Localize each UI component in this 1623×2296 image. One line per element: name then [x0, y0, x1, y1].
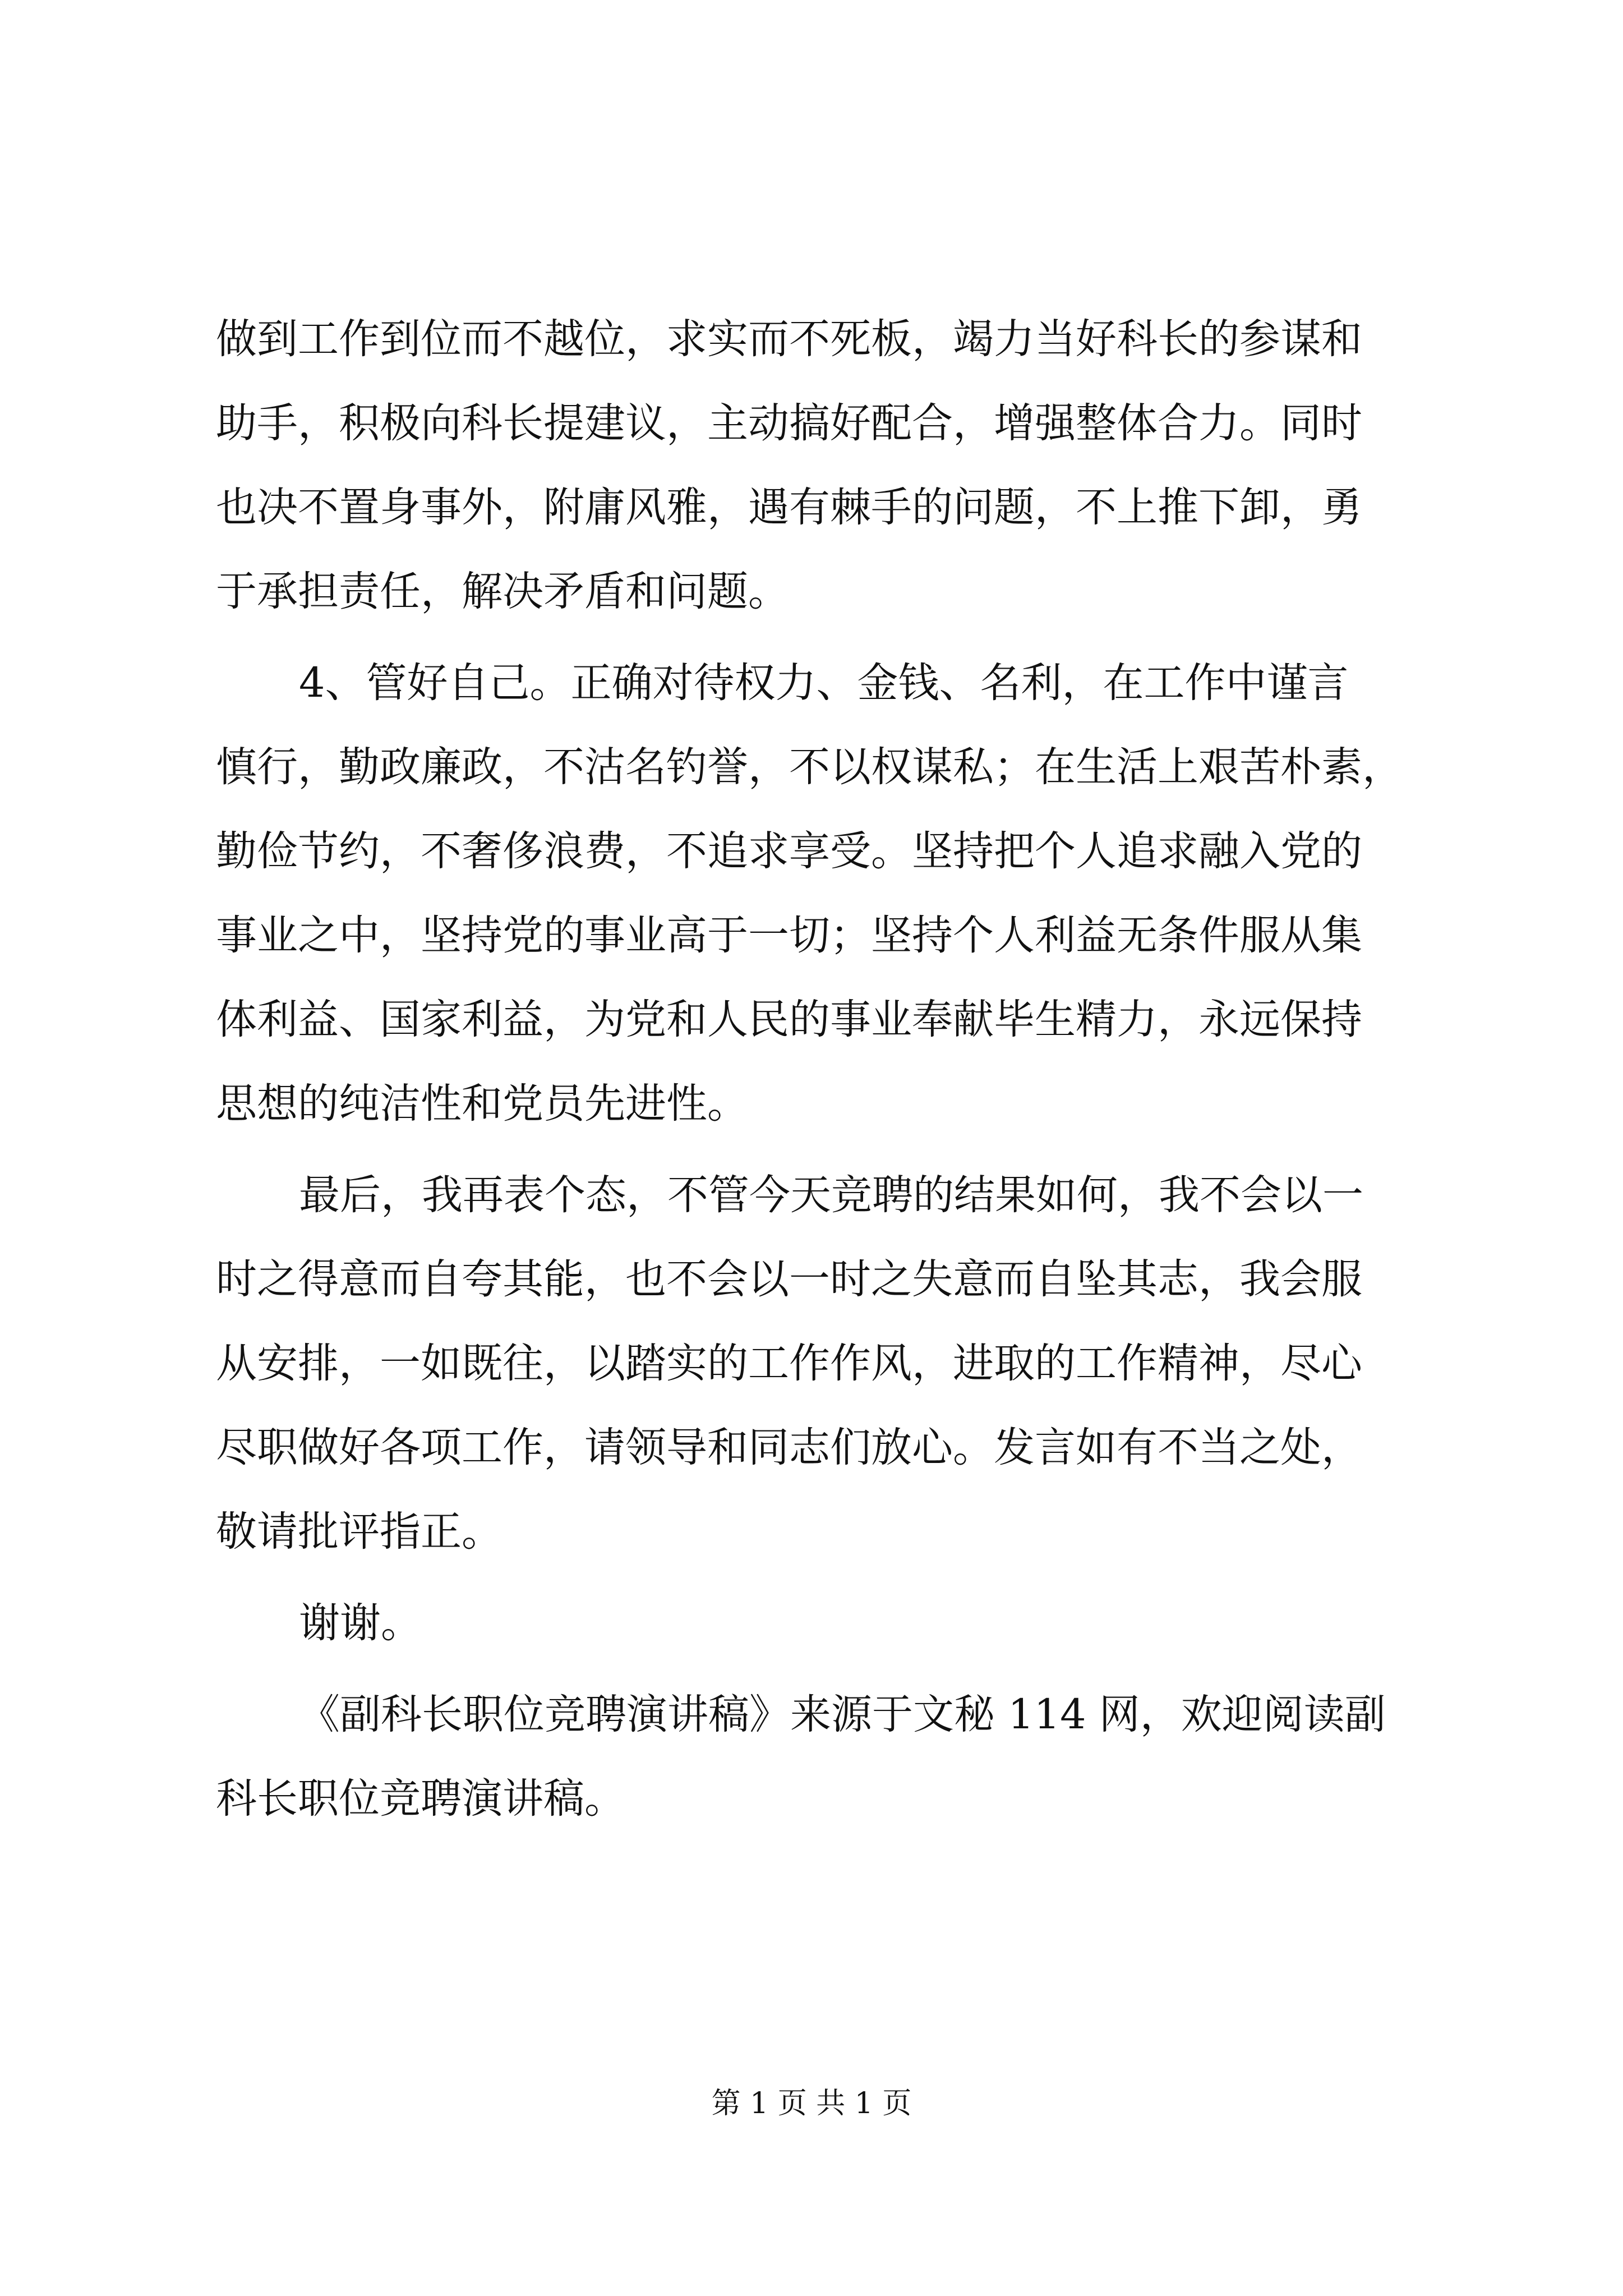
text-line: 敬请批评指正。	[216, 1508, 502, 1556]
paragraph-thanks	[216, 1581, 1413, 1665]
text-line: 也决不置身事外，附庸风雅，遇有棘手的问题，不上推下卸，勇	[216, 484, 1362, 531]
text-line: 慎行，勤政廉政，不沽名钓誉，不以权谋私；在生活上艰苦朴素，	[216, 743, 1403, 791]
paragraph-closing-statement	[216, 1153, 1413, 1574]
text-line: 4、管好自己。正确对待权力、金钱、名利，在工作中谨言	[299, 659, 1349, 707]
text-line: 思想的纯洁性和党员先进性。	[216, 1080, 748, 1128]
text-line: 谢谢。	[299, 1599, 422, 1647]
text-line: 于承担责任，解决矛盾和问题。	[216, 568, 789, 615]
text-line: 做到工作到位而不越位，求实而不死板，竭力当好科长的参谋和	[216, 315, 1362, 363]
text-line: 勤俭节约，不奢侈浪费，不追求享受。坚持把个人追求融入党的	[216, 827, 1362, 875]
paragraph-continuation	[216, 297, 1413, 634]
text-line: 最后，我再表个态，不管今天竞聘的结果如何，我不会以一	[299, 1171, 1363, 1219]
text-line: 尽职做好各项工作，请领导和同志们放心。发言如有不当之处，	[216, 1424, 1362, 1471]
text-line: 助手，积极向科长提建议，主动搞好配合，增强整体合力。同时	[216, 399, 1362, 447]
text-line: 科长职位竞聘演讲稿。	[216, 1775, 625, 1823]
paragraph-source-note	[216, 1673, 1413, 1841]
paragraph-manage-self	[216, 641, 1413, 1146]
text-line: 从安排，一如既往，以踏实的工作作风，进取的工作精神，尽心	[216, 1340, 1362, 1387]
text-line: 时之得意而自夸其能，也不会以一时之失意而自坠其志，我会服	[216, 1255, 1362, 1303]
text-line: 体利益、国家利益，为党和人民的事业奉献毕生精力，永远保持	[216, 996, 1362, 1043]
text-line: 《副科长职位竞聘演讲稿》来源于文秘 114 网，欢迎阅读副	[299, 1691, 1386, 1738]
document-body	[216, 297, 1413, 1841]
page-number-footer: 第 1 页 共 1 页	[711, 2087, 912, 2120]
text-line: 事业之中，坚持党的事业高于一切；坚持个人利益无条件服从集	[216, 912, 1362, 959]
